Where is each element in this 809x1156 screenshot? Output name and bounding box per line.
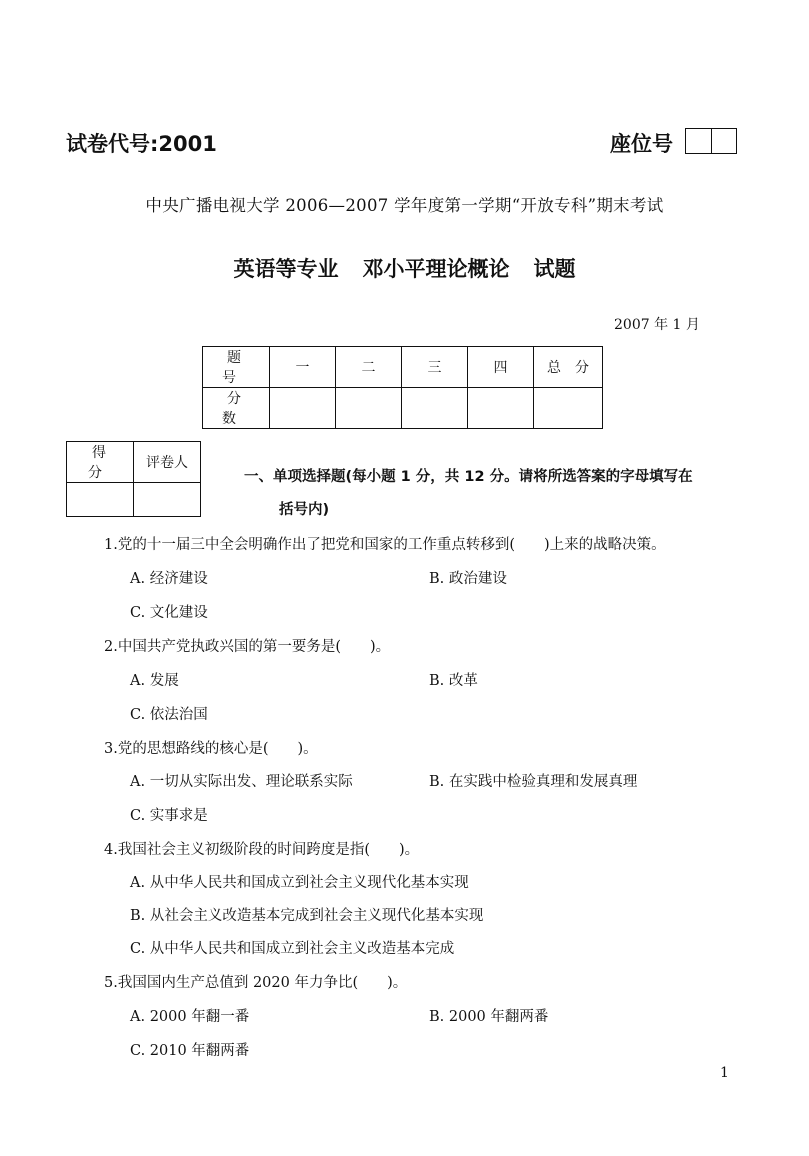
score-table-cell: 三 bbox=[402, 347, 468, 388]
grader-score-cell bbox=[67, 483, 134, 517]
question-1-option-b: B. 政治建设 bbox=[429, 571, 507, 587]
score-table-cell bbox=[402, 388, 468, 429]
grader-score-label: 得 分 bbox=[67, 442, 134, 483]
score-table-cell: 二 bbox=[336, 347, 402, 388]
score-table-header-row bbox=[203, 347, 603, 388]
seat-number-label: 座位号 bbox=[610, 132, 673, 156]
score-table-cell: 总 分 bbox=[534, 347, 603, 388]
grader-name-cell bbox=[134, 483, 201, 517]
question-5-option-c: C. 2010 年翻两番 bbox=[130, 1043, 250, 1059]
score-table bbox=[202, 346, 603, 429]
score-table-cell bbox=[468, 388, 534, 429]
subject-course: 邓小平理论概论 bbox=[362, 257, 510, 281]
question-2-option-c: C. 依法治国 bbox=[130, 707, 208, 723]
grader-table bbox=[66, 441, 201, 517]
score-table-cell bbox=[336, 388, 402, 429]
question-4-option-c: C. 从中华人民共和国成立到社会主义改造基本完成 bbox=[130, 941, 455, 957]
subject-title bbox=[0, 253, 809, 283]
subject-major: 英语等专业 bbox=[233, 257, 339, 281]
grader-name-label: 评卷人 bbox=[134, 442, 201, 483]
question-4: 4.我国社会主义初级阶段的时间跨度是指( )。 bbox=[104, 842, 420, 858]
question-3: 3.党的思想路线的核心是( )。 bbox=[104, 741, 318, 757]
score-table-cell bbox=[534, 388, 603, 429]
question-3-option-b: B. 在实践中检验真理和发展真理 bbox=[429, 774, 638, 790]
question-2-option-a: A. 发展 bbox=[130, 673, 179, 689]
score-table-cell: 四 bbox=[468, 347, 534, 388]
section-heading-continued: 括号内) bbox=[279, 502, 330, 518]
question-2-option-b: B. 改革 bbox=[429, 673, 478, 689]
score-table-cell: 题 号 bbox=[203, 347, 270, 388]
question-4-option-a: A. 从中华人民共和国成立到社会主义现代化基本实现 bbox=[130, 875, 469, 891]
exam-title: 中央广播电视大学 2006—2007 学年度第一学期“开放专科”期末考试 bbox=[145, 196, 664, 215]
question-1-option-a: A. 经济建设 bbox=[130, 571, 208, 587]
question-5-option-a: A. 2000 年翻一番 bbox=[130, 1009, 250, 1025]
seat-number-box bbox=[685, 128, 737, 154]
paper-code: 试卷代号:2001 bbox=[66, 132, 217, 156]
question-1-option-c: C. 文化建设 bbox=[130, 605, 208, 621]
question-5-option-b: B. 2000 年翻两番 bbox=[429, 1009, 549, 1025]
question-3-option-c: C. 实事求是 bbox=[130, 808, 208, 824]
question-2: 2.中国共产党执政兴国的第一要务是( )。 bbox=[104, 639, 391, 655]
score-table-cell: 一 bbox=[270, 347, 336, 388]
score-table-score-row bbox=[203, 388, 603, 429]
question-1: 1.党的十一届三中全会明确作出了把党和国家的工作重点转移到( )上来的战略决策。 bbox=[104, 537, 666, 553]
question-4-option-b: B. 从社会主义改造基本完成到社会主义现代化基本实现 bbox=[130, 908, 484, 924]
question-3-option-a: A. 一切从实际出发、理论联系实际 bbox=[130, 774, 353, 790]
exam-date: 2007 年 1 月 bbox=[614, 317, 700, 333]
subject-kind: 试题 bbox=[533, 257, 576, 281]
page-number: 1 bbox=[720, 1065, 729, 1081]
question-5: 5.我国国内生产总值到 2020 年力争比( )。 bbox=[104, 975, 408, 991]
score-table-cell: 分 数 bbox=[203, 388, 270, 429]
section-heading: 一、单项选择题(每小题 1 分，共 12 分。请将所选答案的字母填写在 bbox=[244, 469, 693, 485]
